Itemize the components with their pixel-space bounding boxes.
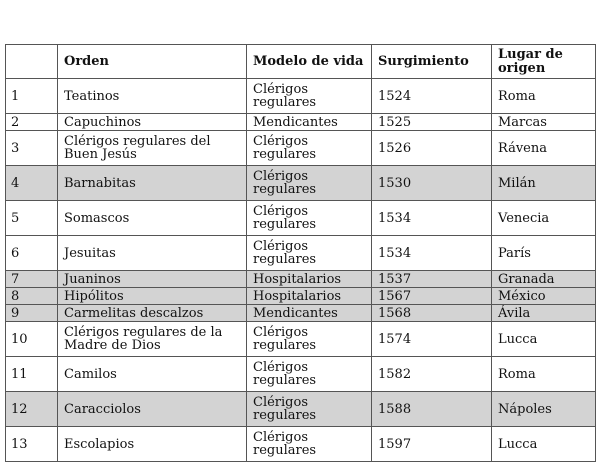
cell-num: 7	[6, 271, 58, 288]
cell-orden: Barnabitas	[58, 166, 247, 201]
table-header	[6, 45, 596, 79]
cell-lugar: Granada	[492, 271, 596, 288]
cell-orden: Caracciolos	[58, 392, 247, 427]
table-row	[6, 357, 596, 392]
header-num	[6, 45, 58, 79]
cell-orden: Jesuitas	[58, 236, 247, 271]
cell-surgimiento: 1526	[372, 131, 492, 166]
cell-surgimiento: 1537	[372, 271, 492, 288]
cell-orden: Somascos	[58, 201, 247, 236]
cell-modelo: Hospitalarios	[247, 288, 372, 305]
header-row	[6, 45, 596, 79]
cell-lugar: Ávila	[492, 305, 596, 322]
cell-orden: Teatinos	[58, 79, 247, 114]
cell-modelo: Mendicantes	[247, 305, 372, 322]
cell-num: 6	[6, 236, 58, 271]
cell-surgimiento: 1530	[372, 166, 492, 201]
cell-num: 4	[6, 166, 58, 201]
cell-modelo: Clérigos regulares	[247, 322, 372, 357]
cell-surgimiento: 1582	[372, 357, 492, 392]
cell-modelo: Hospitalarios	[247, 271, 372, 288]
cell-modelo: Clérigos regulares	[247, 236, 372, 271]
cell-orden: Hipólitos	[58, 288, 247, 305]
header-modelo: Modelo de vida	[247, 45, 372, 79]
cell-num: 12	[6, 392, 58, 427]
religious-orders-table	[5, 44, 596, 462]
cell-num: 2	[6, 114, 58, 131]
cell-lugar: Roma	[492, 357, 596, 392]
table-row	[6, 271, 596, 288]
cell-orden: Clérigos regulares del Buen Jesús	[58, 131, 247, 166]
cell-surgimiento: 1525	[372, 114, 492, 131]
header-surgimiento: Surgimiento	[372, 45, 492, 79]
table-row	[6, 392, 596, 427]
cell-lugar: Roma	[492, 79, 596, 114]
cell-orden: Juaninos	[58, 271, 247, 288]
cell-num: 9	[6, 305, 58, 322]
cell-lugar: Lucca	[492, 322, 596, 357]
cell-surgimiento: 1568	[372, 305, 492, 322]
cell-orden: Escolapios	[58, 427, 247, 462]
table-row	[6, 201, 596, 236]
cell-modelo: Clérigos regulares	[247, 131, 372, 166]
cell-modelo: Clérigos regulares	[247, 357, 372, 392]
table-row	[6, 427, 596, 462]
table-row	[6, 79, 596, 114]
cell-surgimiento: 1534	[372, 201, 492, 236]
table-row	[6, 166, 596, 201]
cell-lugar: Milán	[492, 166, 596, 201]
cell-lugar: Rávena	[492, 131, 596, 166]
cell-orden: Clérigos regulares de la Madre de Dios	[58, 322, 247, 357]
cell-lugar: Nápoles	[492, 392, 596, 427]
table-row	[6, 131, 596, 166]
cell-orden: Camilos	[58, 357, 247, 392]
table-row	[6, 236, 596, 271]
cell-orden: Carmelitas descalzos	[58, 305, 247, 322]
cell-num: 11	[6, 357, 58, 392]
cell-num: 13	[6, 427, 58, 462]
cell-num: 1	[6, 79, 58, 114]
cell-modelo: Mendicantes	[247, 114, 372, 131]
table-row	[6, 322, 596, 357]
cell-surgimiento: 1524	[372, 79, 492, 114]
cell-lugar: Venecia	[492, 201, 596, 236]
cell-lugar: Lucca	[492, 427, 596, 462]
table-row	[6, 288, 596, 305]
cell-num: 5	[6, 201, 58, 236]
cell-surgimiento: 1588	[372, 392, 492, 427]
cell-modelo: Clérigos regulares	[247, 427, 372, 462]
cell-num: 8	[6, 288, 58, 305]
header-lugar: Lugar de origen	[492, 45, 596, 79]
cell-modelo: Clérigos regulares	[247, 201, 372, 236]
cell-surgimiento: 1534	[372, 236, 492, 271]
cell-lugar: México	[492, 288, 596, 305]
table-row	[6, 114, 596, 131]
header-orden: Orden	[58, 45, 247, 79]
cell-orden: Capuchinos	[58, 114, 247, 131]
table-body	[6, 79, 596, 462]
cell-modelo: Clérigos regulares	[247, 166, 372, 201]
cell-surgimiento: 1567	[372, 288, 492, 305]
cell-modelo: Clérigos regulares	[247, 79, 372, 114]
cell-surgimiento: 1574	[372, 322, 492, 357]
cell-modelo: Clérigos regulares	[247, 392, 372, 427]
table-row	[6, 305, 596, 322]
cell-num: 3	[6, 131, 58, 166]
cell-lugar: París	[492, 236, 596, 271]
cell-surgimiento: 1597	[372, 427, 492, 462]
cell-lugar: Marcas	[492, 114, 596, 131]
cell-num: 10	[6, 322, 58, 357]
